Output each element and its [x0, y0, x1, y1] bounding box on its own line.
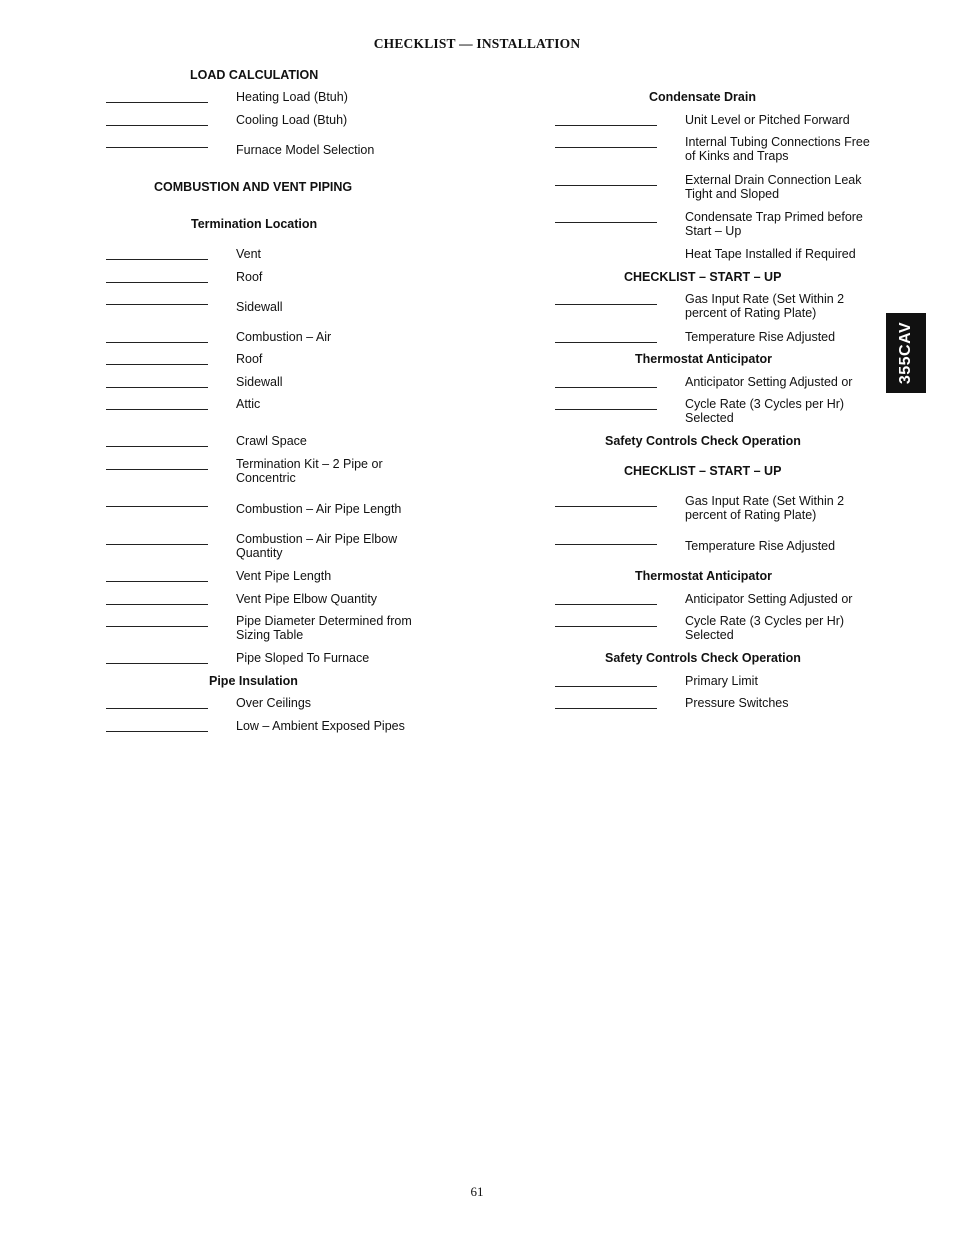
checklist-item-label: Furnace Model Selection	[236, 143, 375, 157]
page-title: CHECKLIST — INSTALLATION	[373, 36, 581, 51]
checklist-item-label: Low – Ambient Exposed Pipes	[236, 719, 405, 733]
checkbox-line[interactable]	[106, 125, 208, 126]
checklist-item-label: Pipe Sloped To Furnace	[236, 651, 370, 665]
checkbox-line[interactable]	[106, 446, 208, 447]
checkbox-line[interactable]	[555, 147, 657, 148]
checkbox-line[interactable]	[106, 626, 208, 627]
checklist-item-label: Condensate Trap Primed before Start – Up	[685, 210, 863, 238]
checkbox-line[interactable]	[555, 626, 657, 627]
checklist-item-label: Combustion – Air Pipe Elbow Quantity	[236, 532, 398, 560]
checklist-item-label: Anticipator Setting Adjusted or	[685, 375, 853, 389]
checklist-item-label: Crawl Space	[236, 434, 307, 448]
section-heading-startup: CHECKLIST – START – UP	[624, 464, 782, 478]
section-heading-startup: CHECKLIST – START – UP	[624, 270, 782, 284]
checkbox-line[interactable]	[106, 708, 208, 709]
checklist-item-label: Vent Pipe Elbow Quantity	[236, 592, 378, 606]
checkbox-line[interactable]	[106, 663, 208, 664]
checkbox-line[interactable]	[555, 125, 657, 126]
page-number: 61	[470, 1184, 484, 1199]
checkbox-line[interactable]	[555, 686, 657, 687]
checklist-item-label: Over Ceilings	[236, 696, 312, 710]
checklist-item-label: Primary Limit	[685, 674, 758, 688]
checkbox-line[interactable]	[555, 506, 657, 507]
checkbox-line[interactable]	[106, 342, 208, 343]
checkbox-line[interactable]	[106, 259, 208, 260]
checkbox-line[interactable]	[106, 387, 208, 388]
checklist-item-label: Cycle Rate (3 Cycles per Hr) Selected	[685, 397, 845, 425]
checkbox-line[interactable]	[106, 544, 208, 545]
subheading-pipe-insulation: Pipe Insulation	[209, 674, 298, 688]
checklist-item-label: Roof	[236, 352, 263, 366]
checkbox-line[interactable]	[555, 185, 657, 186]
subheading-safety-controls: Safety Controls Check Operation	[605, 651, 801, 665]
checkbox-line[interactable]	[555, 544, 657, 545]
checklist-item-label: Anticipator Setting Adjusted or	[685, 592, 853, 606]
checkbox-line[interactable]	[106, 102, 208, 103]
checkbox-line[interactable]	[555, 409, 657, 410]
checklist-item-label: Pressure Switches	[685, 696, 789, 710]
checklist-item-label: Cycle Rate (3 Cycles per Hr) Selected	[685, 614, 845, 642]
section-heading-load-calculation: LOAD CALCULATION	[190, 68, 319, 82]
subheading-condensate-drain: Condensate Drain	[649, 90, 756, 104]
checklist-item-label: Pipe Diameter Determined from Sizing Table	[236, 614, 412, 642]
checkbox-line[interactable]	[106, 282, 208, 283]
checklist-item-label: Temperature Rise Adjusted	[685, 330, 836, 344]
checklist-item-label: Combustion – Air	[236, 330, 332, 344]
checklist-item-label: Gas Input Rate (Set Within 2 percent of Rating Plate)	[685, 292, 845, 320]
checkbox-line[interactable]	[555, 304, 657, 305]
checklist-item-label: Heat Tape Installed if Required	[685, 247, 856, 261]
checklist-item-label: Unit Level or Pitched Forward	[685, 113, 850, 127]
checkbox-line[interactable]	[555, 604, 657, 605]
checkbox-line[interactable]	[106, 364, 208, 365]
checkbox-line[interactable]	[106, 506, 208, 507]
subheading-termination-location: Termination Location	[191, 217, 318, 231]
checklist-item-label: Attic	[236, 397, 261, 411]
checkbox-line[interactable]	[106, 581, 208, 582]
checklist-item-label: Sidewall	[236, 375, 283, 389]
subheading-safety-controls: Safety Controls Check Operation	[605, 434, 801, 448]
checklist-item-label: Cooling Load (Btuh)	[236, 113, 348, 127]
checklist-item-label: Sidewall	[236, 300, 283, 314]
checkbox-line[interactable]	[106, 469, 208, 470]
checkbox-line[interactable]	[106, 409, 208, 410]
checklist-item-label: Gas Input Rate (Set Within 2 percent of Rating Plate)	[685, 494, 845, 522]
checklist-item-label: External Drain Connection Leak Tight and Sloped	[685, 173, 862, 201]
checkbox-line[interactable]	[555, 342, 657, 343]
checkbox-line[interactable]	[106, 304, 208, 305]
checklist-item-label: Vent Pipe Length	[236, 569, 332, 583]
checkbox-line[interactable]	[555, 222, 657, 223]
checkbox-line[interactable]	[106, 147, 208, 148]
checklist-item-label: Roof	[236, 270, 263, 284]
checkbox-line[interactable]	[555, 387, 657, 388]
side-tab-model	[886, 313, 926, 393]
checkbox-line[interactable]	[555, 708, 657, 709]
checkbox-line[interactable]	[106, 731, 208, 732]
checklist-item-label: Combustion – Air Pipe Length	[236, 502, 402, 516]
checklist-item-label: Vent	[236, 247, 262, 261]
checklist-item-label: Temperature Rise Adjusted	[685, 539, 836, 553]
checkbox-line[interactable]	[106, 604, 208, 605]
checklist-item-label: Termination Kit – 2 Pipe or Concentric	[236, 457, 383, 485]
checklist-item-label: Internal Tubing Connections Free of Kinks and Traps	[685, 135, 870, 163]
subheading-thermostat-anticipator: Thermostat Anticipator	[635, 569, 773, 583]
checklist-item-label: Heating Load (Btuh)	[236, 90, 348, 104]
subheading-thermostat-anticipator: Thermostat Anticipator	[635, 352, 773, 366]
side-tab-label: 355CAV	[897, 321, 915, 385]
section-heading-combustion-vent-piping: COMBUSTION AND VENT PIPING	[154, 180, 353, 194]
